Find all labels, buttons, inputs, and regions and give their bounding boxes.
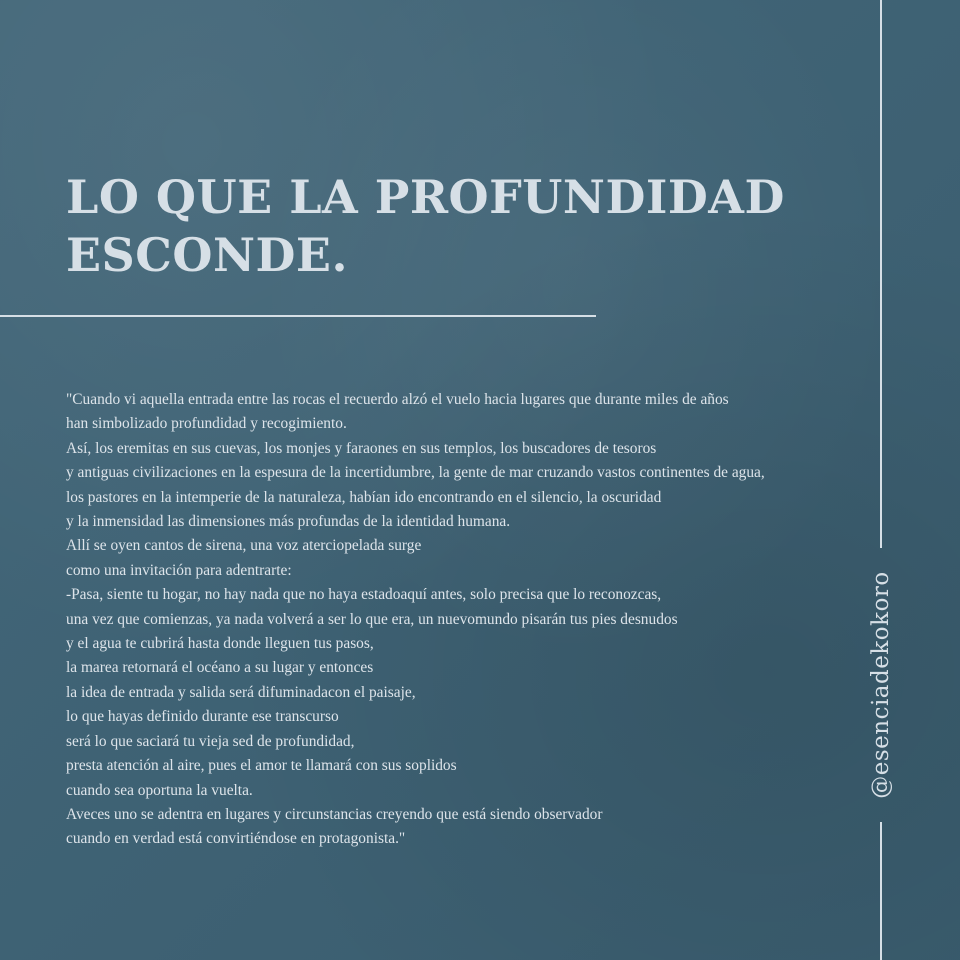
- poem-line: cuando sea oportuna la vuelta.: [66, 781, 253, 799]
- vertical-divider-bottom: [880, 822, 882, 960]
- poem-line: Allí se oyen cantos de sirena, una voz aterciopelada surge: [66, 537, 422, 555]
- poem-line: y antiguas civilizaciones en la espesura de la incertidumbre, la gente de mar cruzando vastos continentes de agua,: [66, 464, 765, 482]
- poem-line: la marea retornará el océano a su lugar y entonces: [66, 659, 374, 677]
- horizontal-divider: [0, 315, 596, 317]
- poem-body: [66, 388, 866, 852]
- poem-line: como una invitación para adentrarte:: [66, 561, 292, 579]
- vertical-divider-top: [880, 0, 882, 548]
- poem-line: "Cuando vi aquella entrada entre las rocas el recuerdo alzó el vuelo hacia lugares que durante miles de años: [66, 391, 729, 408]
- poem-line: lo que hayas definido durante ese transcurso: [66, 708, 339, 726]
- poem-line: Aveces uno se adentra en lugares y circunstancias creyendo que está siendo observador: [66, 805, 603, 823]
- poem-line: la idea de entrada y salida será difuminadacon el paisaje,: [66, 683, 416, 701]
- poem-line: Así, los eremitas en sus cuevas, los monjes y faraones en sus templos, los buscadores de tesoros: [66, 439, 657, 457]
- poem-line: y la inmensidad las dimensiones más profundas de la identidad humana.: [66, 513, 511, 531]
- title-line-2: ESCONDE.: [66, 228, 348, 282]
- author-handle-text: @esenciadekokoro: [868, 571, 895, 799]
- title-line-1: LO QUE LA PROFUNDIDAD: [66, 170, 785, 224]
- poem-line: han simbolizado profundidad y recogimiento.: [66, 415, 347, 433]
- poem-line: cuando en verdad está convirtiéndose en protagonista.": [66, 830, 406, 848]
- poem-line: y el agua te cubrirá hasta donde lleguen tus pasos,: [66, 635, 374, 653]
- poem-line: -Pasa, siente tu hogar, no hay nada que no haya estadoaquí antes, solo precisa que lo reconozcas,: [66, 586, 662, 604]
- page-title: [66, 168, 785, 284]
- poem-line: presta atención al aire, pues el amor te llamará con sus soplidos: [66, 757, 457, 775]
- poem-line: una vez que comienzas, ya nada volverá a ser lo que era, un nuevomundo pisarán tus pies desnudos: [66, 610, 678, 628]
- poem-line: los pastores en la intemperie de la naturaleza, habían ido encontrando en el silencio, la oscuridad: [66, 488, 662, 506]
- author-handle: [864, 552, 898, 818]
- poem-line: será lo que saciará tu vieja sed de profundidad,: [66, 732, 355, 750]
